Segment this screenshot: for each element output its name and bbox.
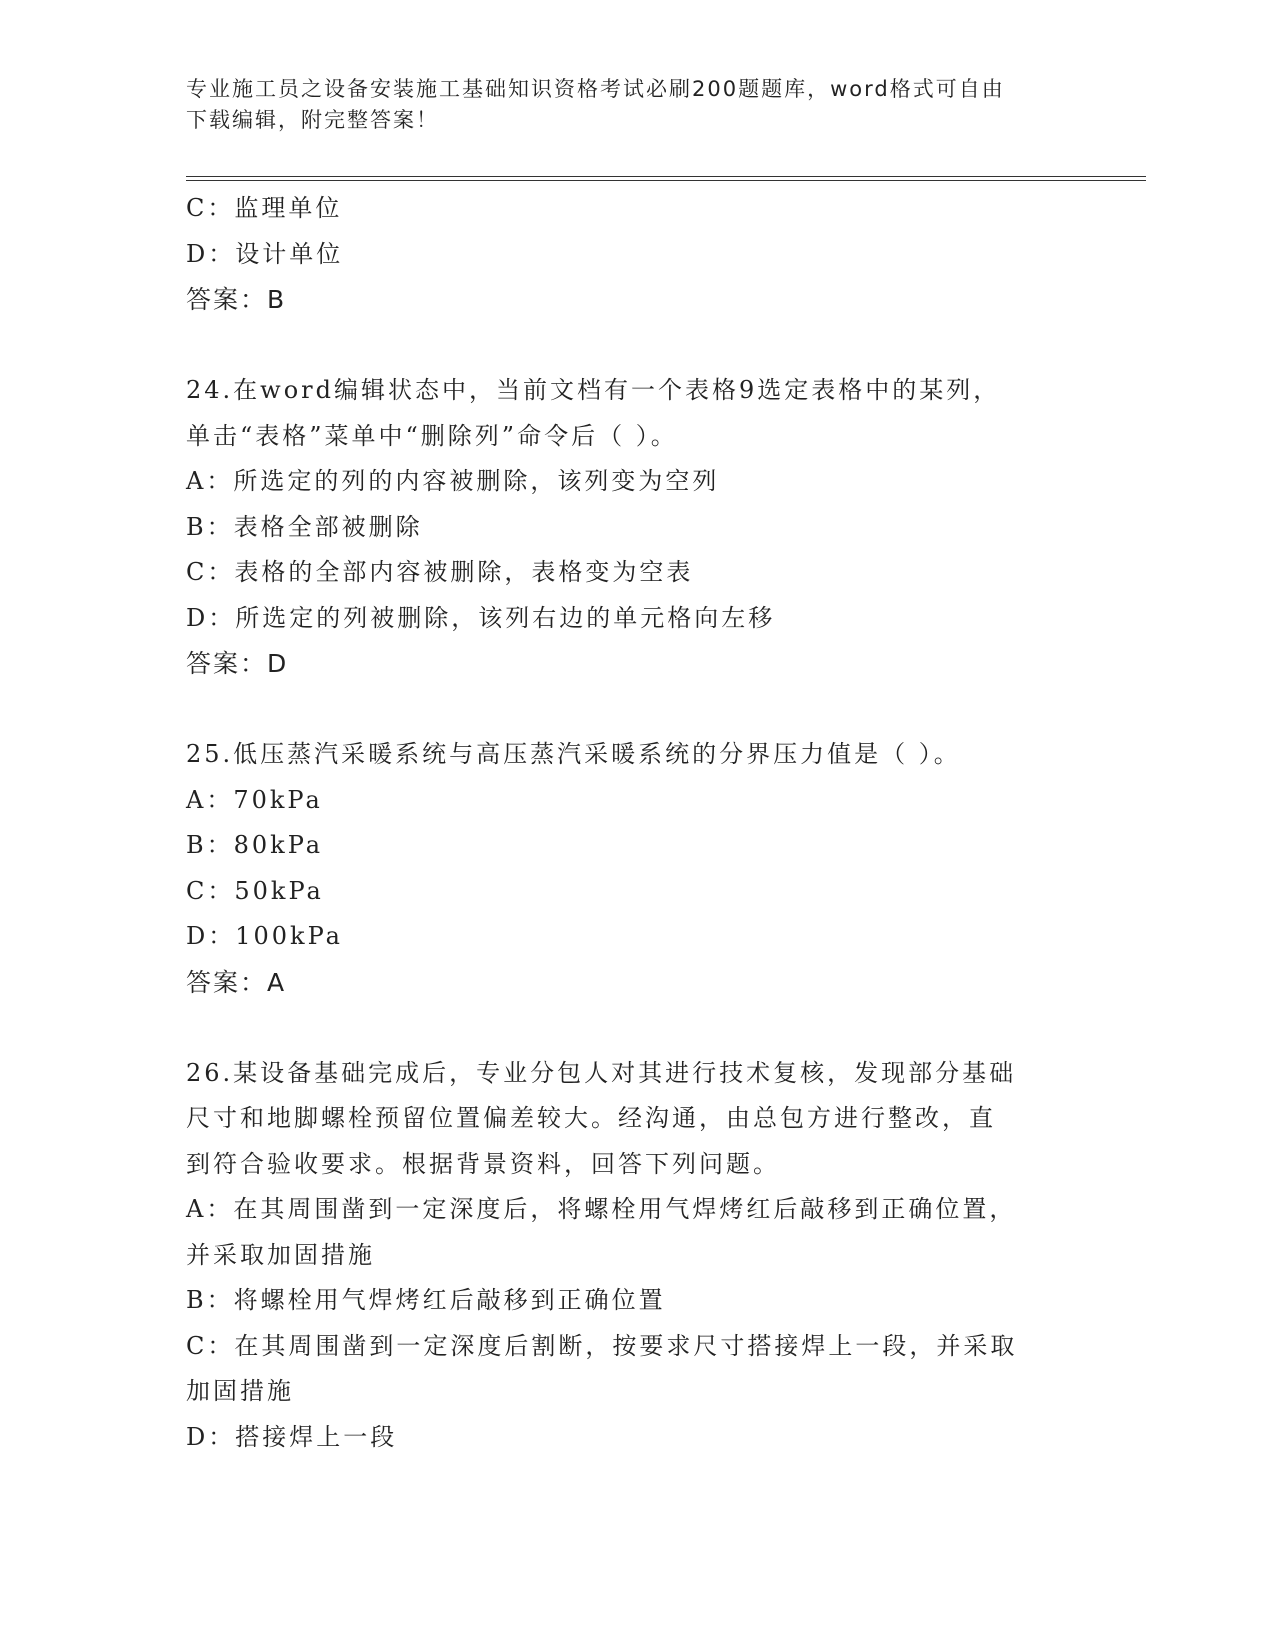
option-a: A：70kPa [186, 785, 323, 814]
option-d: D：100kPa [186, 922, 343, 950]
answer-line: 答案：A [186, 967, 287, 997]
option-d: D：所选定的列被删除，该列右边的单元格向左移 [186, 603, 776, 632]
spacer [186, 323, 1086, 369]
option-c-continued: 加固措施 [186, 1377, 294, 1405]
option-a: A：所选定的列的内容被删除，该列变为空列 [186, 467, 720, 495]
spacer [186, 1005, 1086, 1051]
option-b: B：80kPa [186, 831, 324, 859]
question-stem-line: 24.在word编辑状态中，当前文档有一个表格9选定表格中的某列， [186, 376, 1001, 404]
document-body [186, 186, 1086, 1460]
question-stem-line: 尺寸和地脚螺栓预留位置偏差较大。经沟通，由总包方进行整改，直 [186, 1104, 996, 1132]
option-c: C：50kPa [186, 876, 324, 905]
question-stem-line: 到符合验收要求。根据背景资料，回答下列问题。 [186, 1149, 780, 1178]
question-stem-line: 单击“表格”菜单中“删除列”命令后（ ）。 [186, 421, 678, 450]
question-26 [186, 1051, 1086, 1461]
option-c: C：表格的全部内容被删除，表格变为空表 [186, 558, 694, 586]
header-title-line-1: 专业施工员之设备安装施工基础知识资格考试必刷200题题库，word格式可自由 [186, 77, 1005, 101]
question-24 [186, 368, 1086, 687]
option-d: D：搭接焊上一段 [186, 1422, 398, 1451]
answer-line: 答案：D [186, 649, 289, 678]
spacer [186, 687, 1086, 733]
page-header [186, 74, 1086, 136]
option-a-continued: 并采取加固措施 [186, 1240, 375, 1269]
question-23-continuation [186, 186, 1086, 323]
question-stem-line: 26.某设备基础完成后，专业分包人对其进行技术复核，发现部分基础 [186, 1058, 1017, 1087]
option-a: A：在其周围凿到一定深度后，将螺栓用气焊烤红后敲移到正确位置， [186, 1195, 1017, 1223]
answer-line: 答案：B [186, 285, 287, 314]
header-divider-top [186, 176, 1146, 177]
option-b: B：表格全部被删除 [186, 512, 423, 541]
option-d: D：设计单位 [186, 239, 344, 268]
question-stem-line: 25.低压蒸汽采暖系统与高压蒸汽采暖系统的分界压力值是（ ）。 [186, 740, 961, 768]
question-25 [186, 732, 1086, 1005]
option-c: C：监理单位 [186, 194, 343, 222]
header-title-line-2: 下载编辑，附完整答案！ [186, 108, 439, 132]
option-c: C：在其周围凿到一定深度后割断，按要求尺寸搭接焊上一段，并采取 [186, 1331, 1018, 1360]
option-b: B：将螺栓用气焊烤红后敲移到正确位置 [186, 1286, 666, 1314]
header-divider-bottom [186, 180, 1146, 181]
